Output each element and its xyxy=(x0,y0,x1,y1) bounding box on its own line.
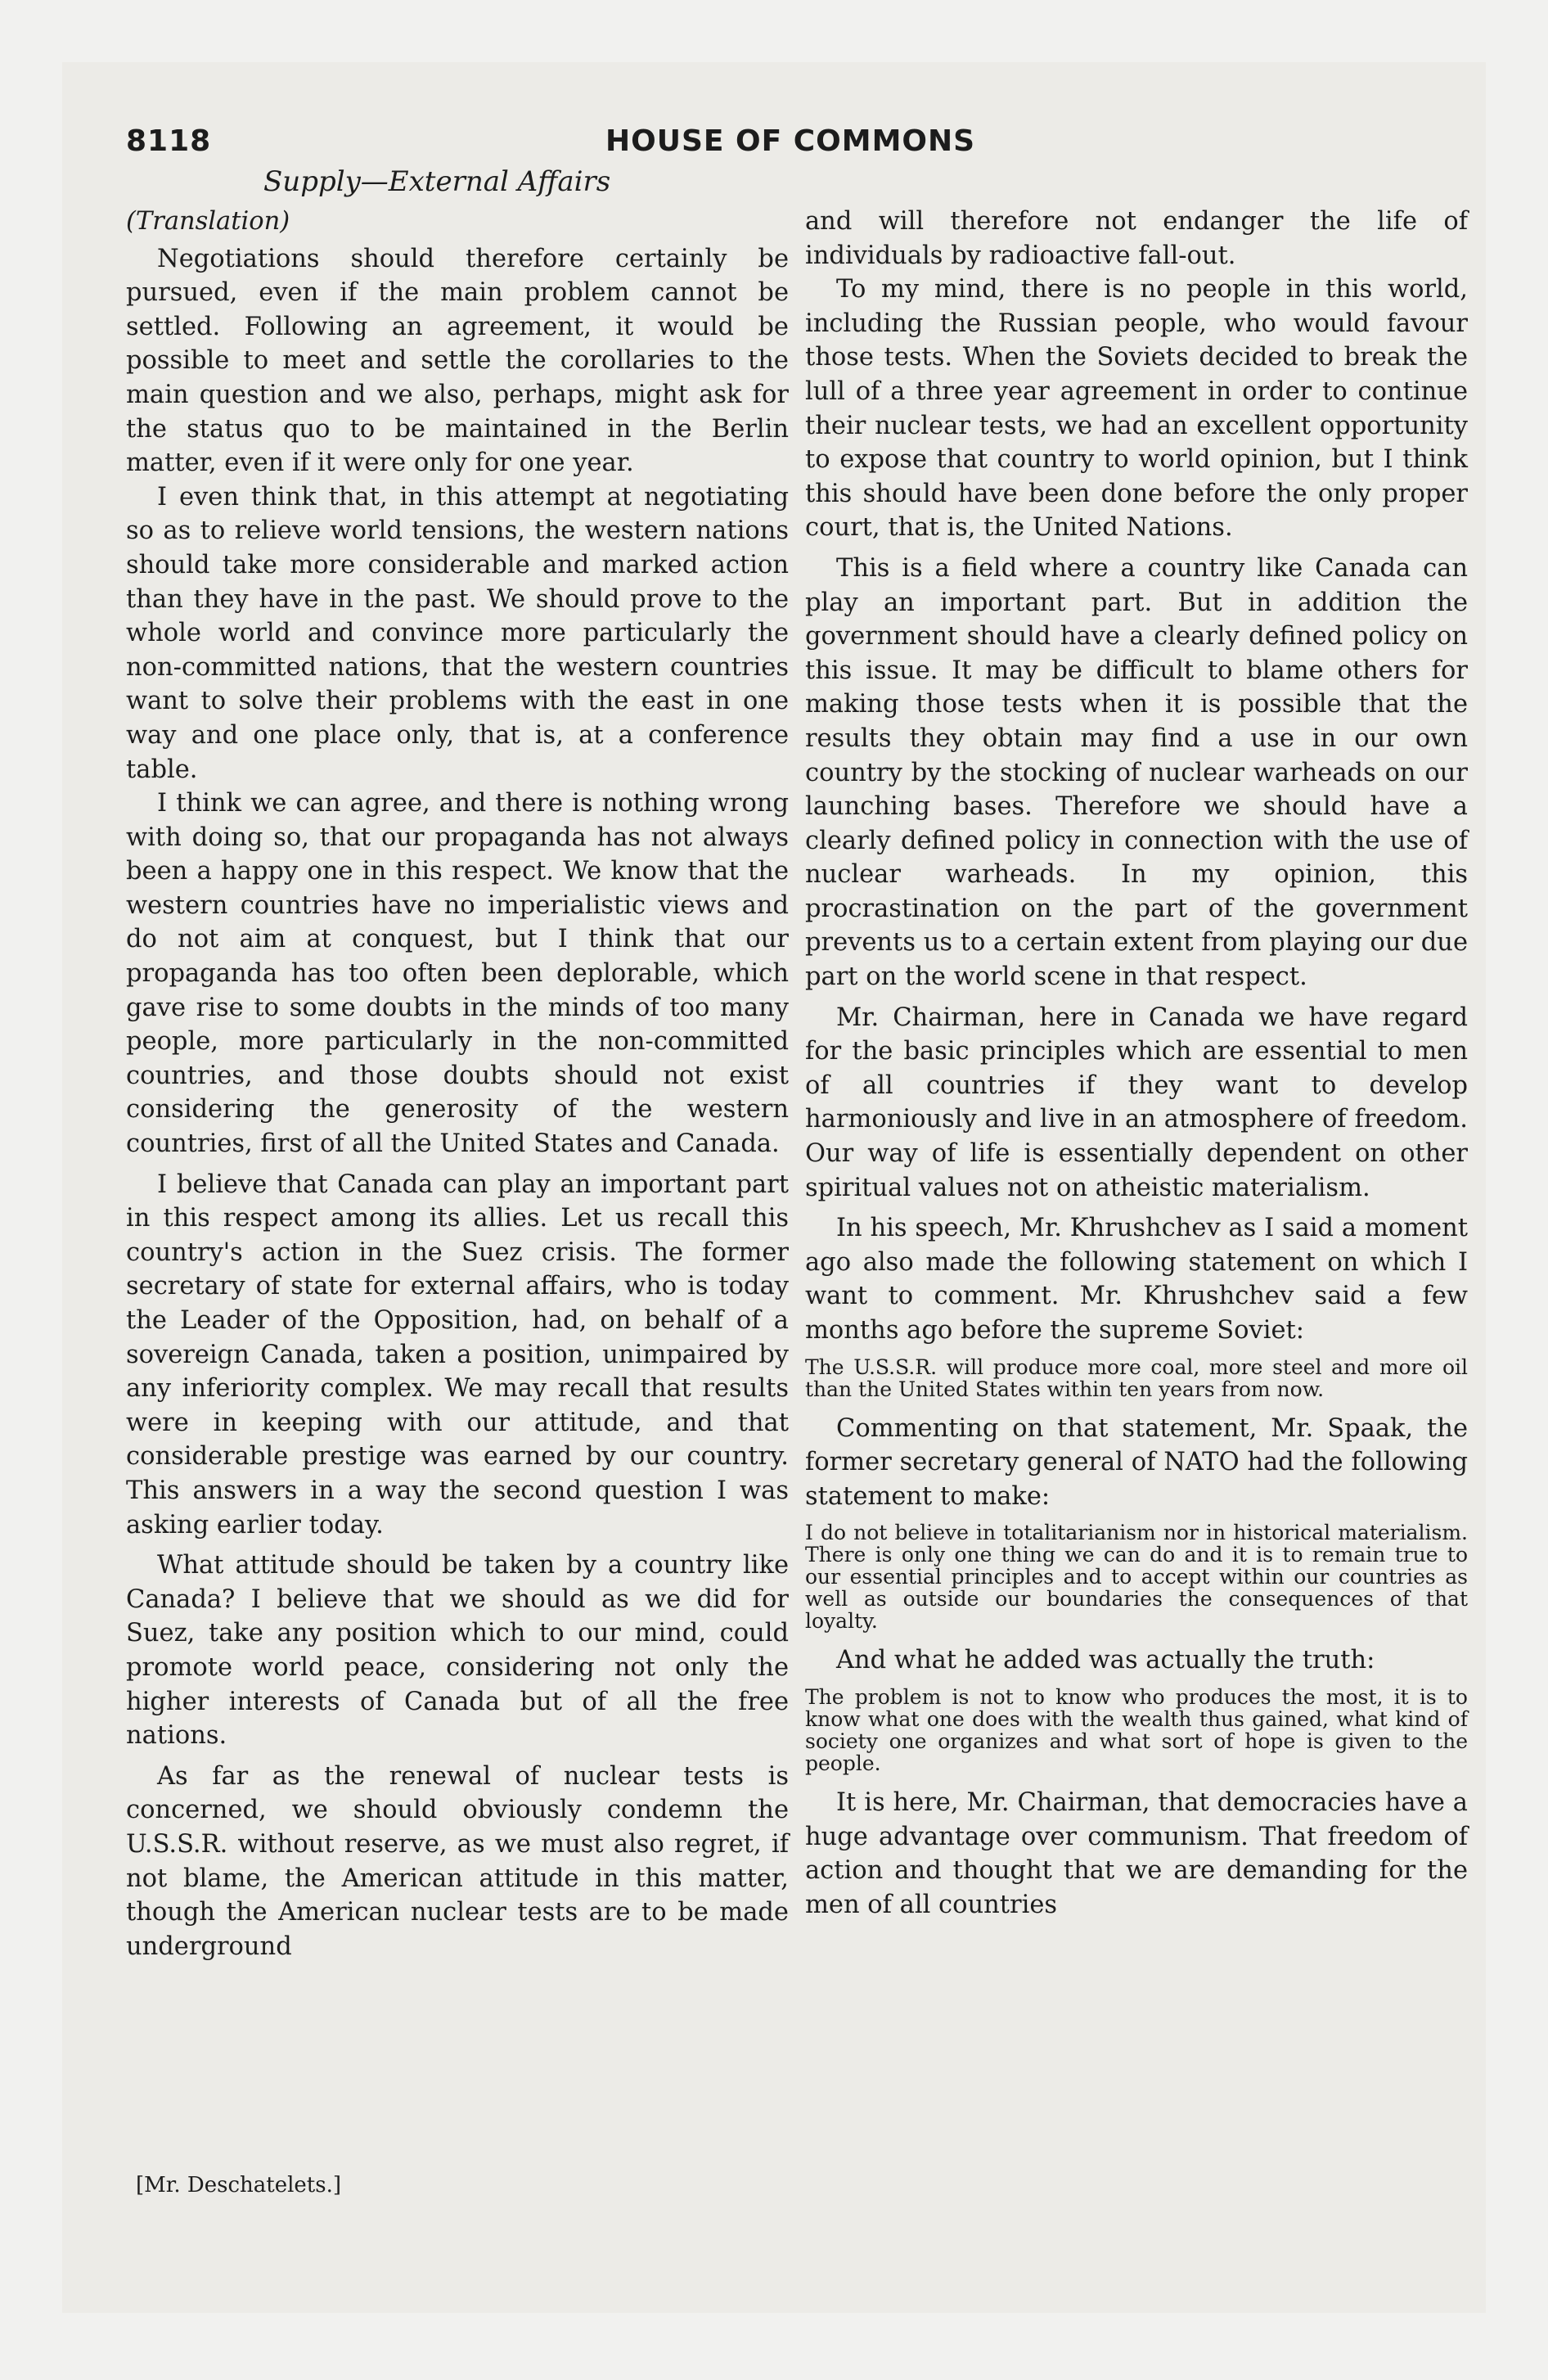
paragraph: This is a field where a country like Canada can play an important part. But in addition the government should have a clearly defined policy on this issue. It may be difficult to blame others for making those tests when it is possible that the results they obtain may find a use in our own country by the stocking of nuclear warheads on our launching bases. Therefore we should have a clearly defined policy in connection with the use of nuclear warheads. In my opinion, this procrastination on the part of the government prevents us to a certain extent from playing our due part on the world scene in that respect. xyxy=(805,553,1468,992)
paragraph: To my mind, there is no people in this world, including the Russian people, who would favour those tests. When the Soviets decided to break the lull of a three year agreement in order to continue their nuclear tests, we had an excellent opportunity to expose that country to world opinion, but I think this should have been done before the only proper court, that is, the United Nations. xyxy=(805,275,1468,543)
section-subtitle: Supply—External Affairs xyxy=(263,165,611,198)
paragraph: What attitude should be taken by a country like Canada? I believe that we should as we did for Suez, take any position which to our mind, could promote world peace, considering not only the higher interests of Canada but of all the free nations. xyxy=(126,1551,789,1751)
paragraph: I believe that Canada can play an important part in this respect among its allies. Let us recall this country's action in the Suez crisis. The former secretary of state for external affairs, who is today the Leader of the Opposition, had, on behalf of a sovereign Canada, taken a position, unimpaired by any inferiority complex. We may recall that results were in keeping with our attitude, and that considerable prestige was earned by our country. This answers in a way the second question I was asking earlier today. xyxy=(126,1170,789,1539)
page-title: HOUSE OF COMMONS xyxy=(605,124,976,158)
paragraph: Negotiations should therefore certainly be pursued, even if the main problem cannot be settled. Following an agreement, it would be possible to meet and settle the corollaries to the main question and we also, perhaps, might ask for the status quo to be maintained in the Berlin matter, even if it were only for one year. xyxy=(126,244,789,478)
paragraph: And what he added was actually the truth: xyxy=(836,1646,1375,1675)
translation-label: (Translation) xyxy=(126,207,290,236)
paragraph: I even think that, in this attempt at negotiating so as to relieve world tensions, the western nations should take more considerable and marked action than they have in the past. We should prove to the whole world and convince more particularly the non-committed nations, that the western countries want to solve their problems with the east in one way and one place only, that is, at a conference table. xyxy=(126,482,789,784)
block-quote: The U.S.S.R. will produce more coal, more steel and more oil than the United States within ten years from now. xyxy=(805,1355,1468,1401)
paragraph: and will therefore not endanger the life of individuals by radioactive fall-out. xyxy=(805,207,1468,270)
paragraph: I think we can agree, and there is nothing wrong with doing so, that our propaganda has not always been a happy one in this respect. We know that the western countries have no imperialistic views and do not aim at conquest, but I think that our propaganda has too often been deplorable, which gave rise to some doubts in the minds of too many people, more particularly in the non-committed countries, and those doubts should not exist considering the generosity of the western countries, first of all the United States and Canada. xyxy=(126,789,789,1159)
page-number: 8118 xyxy=(126,124,212,158)
speaker-attribution: [Mr. Deschatelets.] xyxy=(136,2173,341,2197)
paragraph: As far as the renewal of nuclear tests is concerned, we should obviously condemn the U.S.S.R. without reserve, as we must also regret, if not blame, the American attitude in this matter, though the American nuclear tests are to be made underground xyxy=(126,1761,789,1961)
block-quote: I do not believe in totalitarianism nor in historical materialism. There is only one thing we can do and it is to remain true to our essential principles and to accept within our countries as well as outside our boundaries the consequences of that loyalty. xyxy=(805,1521,1468,1634)
paragraph: It is here, Mr. Chairman, that democracies have a huge advantage over communism. That freedom of action and thought that we are demanding for the men of all countries xyxy=(805,1787,1468,1919)
block-quote: The problem is not to know who produces the most, it is to know what one does with the wealth thus gained, what kind of society one organizes and what sort of hope is given to the people. xyxy=(805,1684,1468,1775)
paragraph: Mr. Chairman, here in Canada we have regard for the basic principles which are essential to men of all countries if they want to develop harmoniously and live in an atmosphere of freedom. Our way of life is essentially dependent on other spiritual values not on atheistic materialism. xyxy=(805,1003,1468,1202)
paragraph: Commenting on that statement, Mr. Spaak, the former secretary general of NATO had the following statement to make: xyxy=(805,1413,1468,1511)
left-column xyxy=(126,205,789,1963)
right-column xyxy=(805,205,1468,1922)
paragraph: In his speech, Mr. Khrushchev as I said a moment ago also made the following statement on which I want to comment. Mr. Khrushchev said a few months ago before the supreme Soviet: xyxy=(805,1214,1468,1345)
